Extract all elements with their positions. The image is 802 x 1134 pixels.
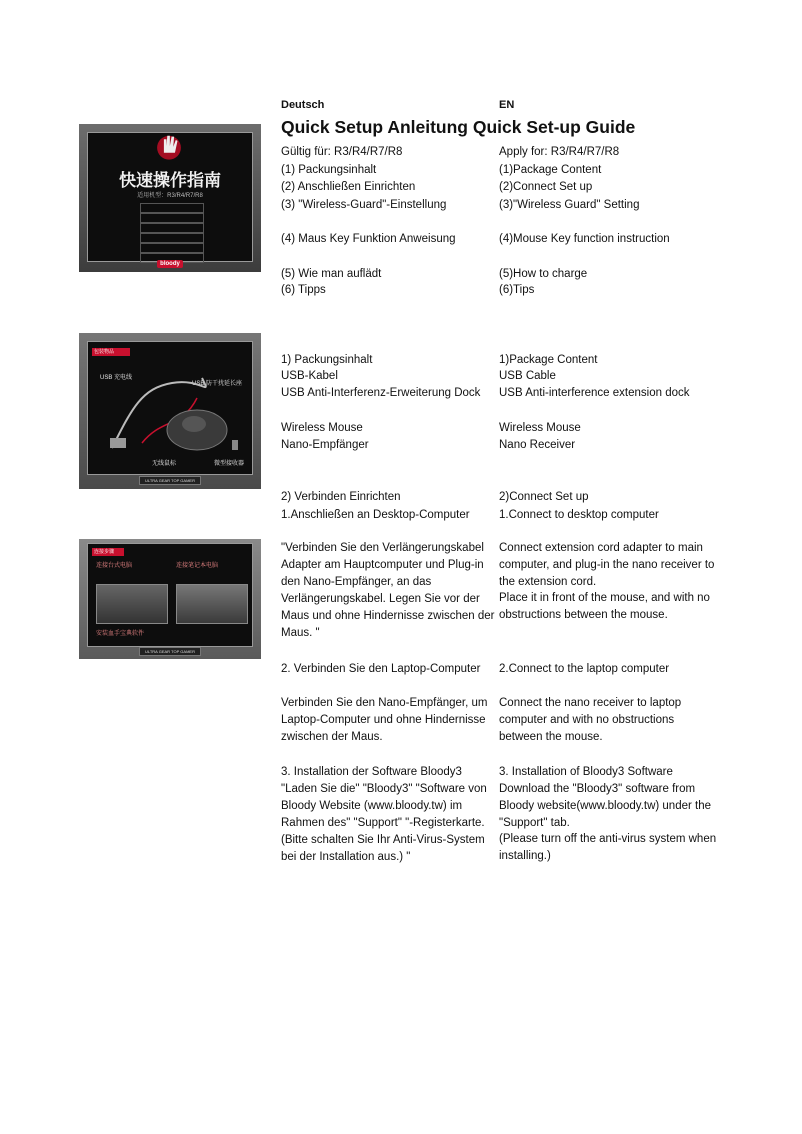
en-connect-laptop-heading: 2.Connect to the laptop computer [499,663,670,675]
package-banner: 包装物品 [92,348,130,356]
de-connect-desktop-text: "Verbinden Sie den Verlängerungskabel Adapter am Hauptcomputer und Plug-in den Nano-Empfänger, an das Verlängerungskabel. Legen Sie vor der Maus und ohne Hindernisse zwischen der Maus. " [281,542,495,639]
guide-menu-row [140,203,204,213]
en-apply-for: Apply for: R3/R4/R7/R8 [499,146,620,158]
en-package-item: USB Anti-interference extension dock [499,387,690,399]
de-package-item: USB Anti-Interferenz-Erweiterung Dock [281,387,481,399]
en-toc-item: (2)Connect Set up [499,181,593,193]
en-toc-item: (1)Package Content [499,164,602,176]
de-package-heading: 1) Packungsinhalt [281,354,373,366]
guide-menu-row [140,213,204,223]
de-toc-item: (1) Packungsinhalt [281,164,377,176]
en-connect-desktop-text: Connect extension cord adapter to main computer, and plug-in the nano receiver to the extension cord. [499,542,715,588]
en-package-item: Wireless Mouse [499,422,581,434]
desktop-connect-photo [96,584,168,624]
connect-step3-label: 安装血手宝典软件 [96,631,145,637]
usb-dock-label: USB 防干扰延长座 [192,381,243,387]
guide-cover-thumbnail [79,124,261,272]
wireless-mouse-label: 无线鼠标 [152,461,177,467]
de-package-item: Nano-Empfänger [281,439,369,451]
de-toc-item: (4) Maus Key Funktion Anweisung [281,233,456,245]
en-connect-desktop-heading: 1.Connect to desktop computer [499,509,659,521]
de-valid-for: Gültig für: R3/R4/R7/R8 [281,146,403,158]
connect-setup-panel [87,543,253,647]
guide-menu-row [140,223,204,233]
guide-menu-row [140,233,204,243]
guide-menu-row [140,243,204,253]
en-package-item: USB Cable [499,370,556,382]
de-connect-laptop-heading: 2. Verbinden Sie den Laptop-Computer [281,663,481,675]
package-content-thumbnail [79,333,261,489]
de-toc-item: (2) Anschließen Einrichten [281,181,416,193]
guide-cover-title: 快速操作指南 [119,171,221,190]
connect-setup-thumbnail [79,539,261,659]
package-content-panel [87,341,253,475]
en-toc-item: (6)Tips [499,284,535,296]
en-toc-item: (3)"Wireless Guard" Setting [499,199,640,211]
en-connect-laptop-text: Connect the nano receiver to laptop computer and with no obstructions between the mouse. [499,697,682,743]
en-install-text-2: (Please turn off the anti-virus system when installing.) [499,833,717,862]
connect-step1-label: 连接台式电脑 [96,563,133,569]
bloody-brand-badge: bloody [157,260,183,268]
guide-cover-panel [87,132,253,262]
en-toc-item: (4)Mouse Key function instruction [499,233,670,245]
en-package-heading: 1)Package Content [499,354,598,366]
de-connect-heading: 2) Verbinden Einrichten [281,491,401,503]
nano-receiver-label: 微型接收器 [214,461,245,467]
bloody-hand-logo-icon [152,129,186,163]
en-package-item: Nano Receiver [499,439,576,451]
de-toc-item: (5) Wie man auflädt [281,268,382,280]
laptop-connect-photo [176,584,248,624]
guide-cover-subtitle: 适用机型：R3/R4/R7/R8 [137,193,203,199]
usb-cable-label: USB 充电线 [100,375,133,381]
connect-footer-badge: ULTRA GEAR TOP GAMER [139,647,201,656]
en-connect-desktop-text-2: Place it in front of the mouse, and with no obstructions between the mouse. [499,592,710,621]
de-package-item: USB-Kabel [281,370,338,382]
de-connect-desktop-heading: 1.Anschließen an Desktop-Computer [281,509,470,521]
package-footer-badge: ULTRA GEAR TOP GAMER [139,476,201,485]
de-install-text: "Laden Sie die" "Bloody3" "Software von Bloody Website (www.bloody.tw) im Rahmen des" "Support" "-Registerkarte.(Bitte schalten Sie Ihr Anti-Virus-System bei der Installation aus.) " [281,783,487,863]
de-connect-laptop-text: Verbinden Sie den Nano-Empfänger, um Laptop-Computer und ohne Hindernisse zwischen der Maus. [281,697,488,743]
de-toc-item: (3) "Wireless-Guard"-Einstellung [281,199,447,211]
header-deutsch: Deutsch [281,99,325,111]
en-toc-item: (5)How to charge [499,268,588,280]
de-toc-item: (6) Tipps [281,284,326,296]
connect-step2-label: 连接笔记本电脑 [176,563,219,569]
header-en: EN [499,99,515,111]
de-package-item: Wireless Mouse [281,422,363,434]
mouse-and-cables-illustration [102,368,252,458]
en-install-heading: 3. Installation of Bloody3 Software [499,766,673,778]
en-connect-heading: 2)Connect Set up [499,491,589,503]
en-install-text: Download the "Bloody3" software from Bloody website(www.bloody.tw) under the "Support" tab. [499,783,712,829]
page-title: Quick Setup Anleitung Quick Set-up Guide [281,117,636,137]
connect-banner: 连接步骤 [92,548,124,556]
de-install-heading: 3. Installation der Software Bloody3 [281,766,462,778]
